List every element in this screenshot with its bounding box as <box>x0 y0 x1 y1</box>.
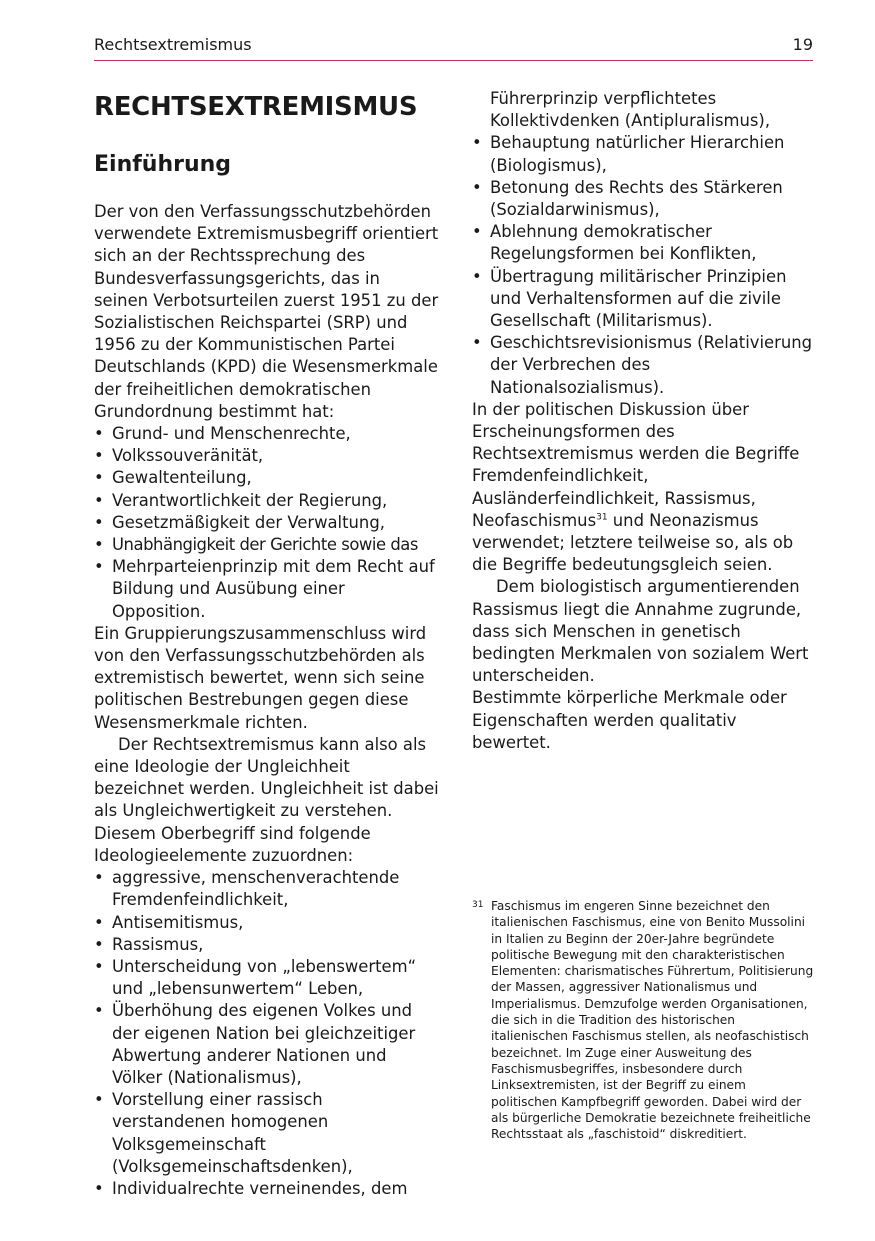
list-item: • Betonung des Rechts des Stärkeren (Sozialdarwinismus), <box>472 177 814 221</box>
left-column <box>94 88 439 1200</box>
list-item: • Unterscheidung von „lebenswertem“ und „lebensunwertem“ Leben, <box>94 956 439 1000</box>
list-item: • Mehrparteienprinzip mit dem Recht auf Bildung und Ausübung einer Opposition. <box>94 556 439 623</box>
list-item: • Individualrechte verneinendes, dem <box>94 1178 439 1200</box>
racism-paragraph: Dem biologistisch argumentierenden Rassismus liegt die Annahme zugrunde, dass sich Menschen in genetisch bedingten Merkmalen von sozialem Wert unterscheiden. <box>472 577 809 686</box>
final-paragraph: Bestimmte körperliche Merkmale oder Eigenschaften werden qualitativ bewertet. <box>472 688 787 752</box>
ideology-paragraph: Der Rechtsextremismus kann also als eine Ideologie der Ungleichheit bezeichnet werden. Ungleichheit ist dabei als Ungleichwertigkeit zu verstehen. Diesem Oberbegriff sind folgende Ideologieelemente zuzuordnen: <box>94 734 439 865</box>
list-item: • Grund- und Menschenrechte, <box>94 423 439 445</box>
ideology-elements-list-continued <box>472 88 814 399</box>
list-item: • Verantwortlichkeit der Regierung, <box>94 490 439 512</box>
footnote <box>472 898 814 1142</box>
chapter-title: RECHTSEXTREMISMUS <box>94 92 418 122</box>
list-item: • Volkssouveränität, <box>94 445 439 467</box>
list-item: • Rassismus, <box>94 934 439 956</box>
list-item: • Antisemitismus, <box>94 912 439 934</box>
list-item: • Geschichtsrevisionismus (Relativierung der Verbrechen des Nationalsozialismus). <box>472 332 814 399</box>
intro-paragraph: Der von den Verfassungsschutzbehörden verwendete Extremismusbegriff orientiert sich an der Rechtssprechung des Bundesverfassungsgerichts, das in seinen Verbotsurteilen zuerst 1951 zu der Sozialistischen Reichspartei (SRP) und 1956 zu der Kommunistischen Partei Deutschlands (KPD) die Wesensmerkmale der freiheitlichen demokratischen Grundordnung bestimmt hat: <box>94 202 439 421</box>
list-item: • Gesetzmäßigkeit der Verwaltung, <box>94 512 439 534</box>
list-item: Führerprinzip verpflichtetes Kollektivdenken (Antipluralismus), <box>490 89 771 131</box>
list-item: • aggressive, menschenverachtende Fremdenfeindlichkeit, <box>94 867 439 911</box>
list-item: • Ablehnung demokratischer Regelungsformen bei Konflikten, <box>472 221 814 265</box>
footnote-text: Faschismus im engeren Sinne bezeichnet den italienischen Faschismus, eine von Benito Mussolini in Italien zu Beginn der 20er-Jahre begründete politische Bewegung mit den charakteristischen Elementen: charismatisches Führertum, Politisierung der Massen, aggressiver Nationalismus und Imperialismus. Demzufolge werden Organisationen, die sich in die Tradition des historischen italienischen Faschismus stellen, als neofaschistisch bezeichnet. Im Zuge einer Ausweitung des Faschismusbegriffes, insbesondere durch Linksextremisten, ist der Begriff zu einem politischen Kampfbegriff geworden. Dabei wird der als bürgerliche Demokratie bezeichnete freiheitliche Rechtsstaat als „faschistoid“ diskreditiert. <box>491 899 814 1142</box>
extremism-criteria-paragraph: Ein Gruppierungszusammenschluss wird von den Verfassungsschutzbehörden als extremistisch bewertet, wenn sich seine politischen Bestrebungen gegen diese Wesensmerkmale richten. <box>94 623 427 732</box>
running-header-title: Rechtsextremismus <box>94 35 252 54</box>
header-divider <box>94 60 813 61</box>
right-column <box>472 88 814 754</box>
list-item: • Gewaltenteilung, <box>94 467 439 489</box>
ideology-elements-list <box>94 867 439 1200</box>
principles-list <box>94 423 439 623</box>
list-item: • Behauptung natürlicher Hierarchien (Biologismus), <box>472 132 814 176</box>
list-item: • Übertragung militärischer Prinzipien und Verhaltensformen auf die zivile Gesellschaft (Militarismus). <box>472 266 814 333</box>
discussion-paragraph <box>472 399 814 577</box>
footnote-reference[interactable]: 31 <box>596 512 608 523</box>
section-title: Einführung <box>94 152 232 177</box>
page-number: 19 <box>792 35 813 54</box>
discussion-text: In der politischen Diskussion über Erscheinungsformen des Rechtsextremismus werden die Begriffe Fremdenfeindlichkeit, Ausländerfeindlichkeit, Rassismus, Neofaschismus <box>472 399 800 530</box>
list-item: • Überhöhung des eigenen Volkes und der eigenen Nation bei gleichzeitiger Abwertung anderer Nationen und Völker (Nationalismus), <box>94 1000 439 1089</box>
discussion-text-continued: und Neonazismus verwendet; letztere teilweise so, als ob die Begriffe bedeutungsgleich seien. <box>472 510 794 575</box>
footnote-number: 31 <box>472 900 484 910</box>
list-item: • Unabhängigkeit der Gerichte sowie das <box>94 534 439 556</box>
list-item: • Vorstellung einer rassisch verstandenen homogenen Volksgemeinschaft (Volksgemeinschaftsdenken), <box>94 1089 439 1178</box>
